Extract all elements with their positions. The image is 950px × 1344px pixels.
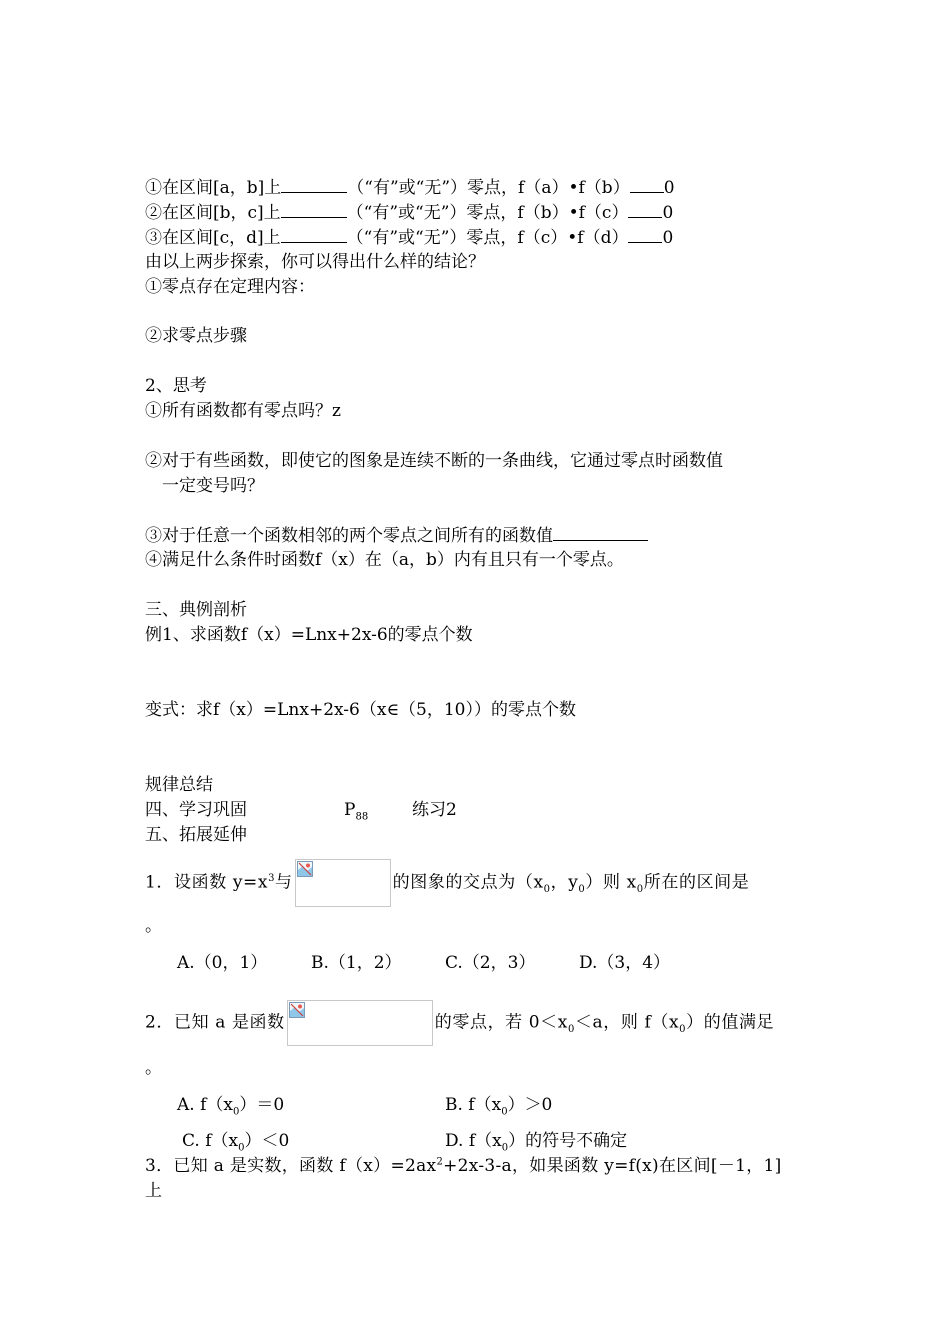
extend-heading: 五、拓展延伸 (145, 825, 247, 845)
question-2-tail: 。 (145, 1058, 162, 1078)
theorem-item: ①零点存在定理内容： (145, 277, 315, 297)
formula-image-placeholder (287, 1000, 433, 1046)
q1-option-d[interactable]: D.（3，4） (579, 953, 671, 973)
broken-image-icon (297, 861, 313, 877)
row-value: 0 (663, 178, 675, 198)
variant-question: 变式：求f（x）=Lnx+2x-6（x∈（5，10））的零点个数 (145, 700, 576, 720)
row-number: ① (145, 178, 162, 198)
q2-option-b[interactable]: B. $f(x_0)>0$ (445, 1095, 553, 1118)
think-question-2: ②对于有些函数，即使它的图象是连续不断的一条曲线，它通过零点时函数值 (145, 451, 723, 471)
row-value: 0 (662, 228, 674, 248)
conclusion-question: 由以上两步探索，你可以得出什么样的结论？ (145, 252, 485, 272)
interval-row-1 (145, 176, 675, 199)
row-text: （“有”或“无”）零点，f（a）•f（b） (347, 178, 630, 198)
q2-option-d[interactable]: D. $f(x_0)$的符号不确定 (445, 1131, 628, 1154)
formula-image-placeholder (295, 859, 391, 907)
q1-option-b[interactable]: B.（1，2） (311, 953, 402, 973)
broken-image-icon (289, 1002, 305, 1018)
fill-blank[interactable] (553, 524, 648, 541)
question-text: ③对于任意一个函数相邻的两个零点之间所有的函数值 (145, 526, 553, 546)
interval-row-2 (145, 201, 673, 224)
fill-blank[interactable] (281, 201, 347, 218)
q2-option-c[interactable]: C. $f(x_0)<0$ (182, 1131, 290, 1154)
page-ref: $P_{88}$ (344, 800, 369, 823)
practice-heading: 四、学习巩固 (145, 800, 247, 820)
row-value: 0 (662, 203, 674, 223)
extend-question-1: 1．设函数 $y=x^3$与 的图象的交点为（$x_0$，$y_0$）则 $x_0$所在的区间是 (145, 859, 749, 907)
extend-question-3: 3．已知 a 是实数，函数 $f(x)=2ax^2+2x-3-a$，如果函数 y=f(x)在区间[－1，1] (145, 1156, 782, 1176)
question-3-cont: 上 (145, 1181, 162, 1201)
exercise-ref: 练习2 (412, 800, 457, 820)
steps-item: ②求零点步骤 (145, 326, 247, 346)
fill-blank[interactable] (628, 226, 662, 243)
extend-question-2: 2．已知 a 是函数 的零点，若 $0<x_0<a$，则 $f(x_0)$的值满足 (145, 1000, 774, 1046)
examples-heading: 三、典例剖析 (145, 600, 247, 620)
q1-option-a[interactable]: A.（0，1） (177, 953, 268, 973)
practice-row (145, 799, 457, 823)
think-question-1: ①所有函数都有零点吗？z (145, 401, 341, 421)
row-text: 在区间[c，d]上 (162, 228, 281, 248)
row-number: ② (145, 203, 162, 223)
fill-blank[interactable] (628, 201, 662, 218)
fill-blank[interactable] (281, 176, 347, 193)
think-question-4: ④满足什么条件时函数f（x）在（a，b）内有且只有一个零点。 (145, 550, 624, 570)
think-question-2-cont: 一定变号吗？ (162, 476, 264, 496)
fill-blank[interactable] (630, 176, 664, 193)
think-heading: 2、思考 (145, 376, 207, 396)
summary-label: 规律总结 (145, 775, 213, 795)
fill-blank[interactable] (281, 226, 347, 243)
q1-option-c[interactable]: C.（2，3） (445, 953, 536, 973)
q2-option-a[interactable]: A. $f(x_0)=0$ (177, 1095, 285, 1118)
row-text: 在区间[a，b]上 (162, 178, 282, 198)
row-text: 在区间[b，c]上 (162, 203, 281, 223)
question-1-tail: 。 (145, 916, 162, 936)
row-number: ③ (145, 228, 162, 248)
think-question-3 (145, 524, 648, 547)
row-text: （“有”或“无”）零点，f（c）•f（d） (346, 228, 629, 248)
example-1: 例1、求函数f（x）=Lnx+2x-6的零点个数 (145, 625, 473, 645)
interval-row-3 (145, 226, 673, 249)
row-text: （“有”或“无”）零点，f（b）•f（c） (346, 203, 629, 223)
